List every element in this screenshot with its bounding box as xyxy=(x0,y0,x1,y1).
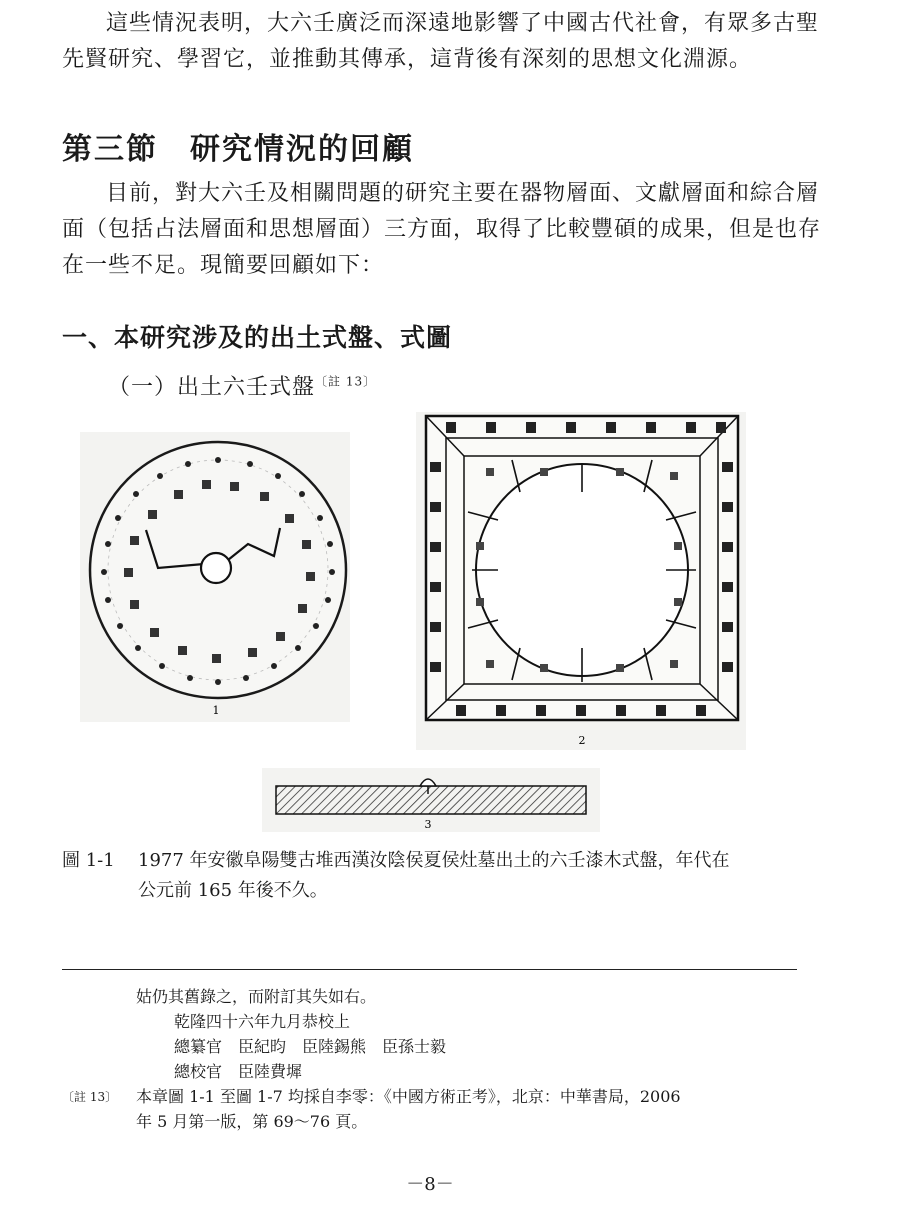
paragraph-1 xyxy=(62,6,852,78)
footnote-continuation-line-1: 姑仍其舊錄之，而附訂其失如右。 xyxy=(136,987,377,1006)
paragraph-1-line-2: 先賢研究、學習它，並推動其傳承，這背後有深刻的思想文化淵源。 xyxy=(62,47,753,72)
figure-cross-section xyxy=(262,768,600,832)
paragraph-2-line-2: 面（包括占法層面和思想層面）三方面，取得了比較豐碩的成果，但是也存 xyxy=(62,217,822,242)
paragraph-2 xyxy=(62,176,852,284)
footnote-reference: 〔註 13〕 xyxy=(315,374,377,389)
section-title: 第三節 研究情況的回顧 xyxy=(62,132,414,167)
footnote-13-line-2: 年 5 月第一版，第 69～76 頁。 xyxy=(136,1112,368,1131)
subsubsection-title xyxy=(108,370,376,401)
figure-label-1: 1 xyxy=(212,704,220,717)
caption-number: 圖 1-1 xyxy=(62,850,115,871)
paragraph-1-line-1: 這些情況表明，大六壬廣泛而深遠地影響了中國古代社會，有眾多古聖 xyxy=(106,11,820,36)
figure-plate-circular xyxy=(80,432,350,722)
footnote-13-marker: 〔註 13〕 xyxy=(62,1090,118,1104)
page-number: －8－ xyxy=(406,1174,454,1195)
figure-label-2: 2 xyxy=(578,734,586,747)
subsubsection-title-text: （一）出土六壬式盤 xyxy=(108,375,316,400)
caption-line-1: 1977 年安徽阜陽雙古堆西漢汝陰侯夏侯灶墓出土的六壬漆木式盤，年代在 xyxy=(138,850,730,871)
figure-plate-square xyxy=(416,412,746,750)
footnote-continuation-line-2: 乾隆四十六年九月恭校上 xyxy=(174,1012,351,1031)
subsection-title: 一、本研究涉及的出土式盤、式圖 xyxy=(62,323,453,352)
footnote-continuation-line-3: 總纂官 臣紀昀 臣陸錫熊 臣孫士毅 xyxy=(174,1037,447,1056)
footnote-continuation-line-4: 總校官 臣陸費墀 xyxy=(174,1062,303,1081)
footnote-divider xyxy=(62,969,797,970)
caption-line-2: 公元前 165 年後不久。 xyxy=(138,880,328,901)
paragraph-2-line-1: 目前，對大六壬及相關問題的研究主要在器物層面、文獻層面和綜合層 xyxy=(106,181,820,206)
footnote-13-line-1: 本章圖 1-1 至圖 1-7 均採自李零：《中國方術正考》，北京：中華書局，2006 xyxy=(136,1087,681,1106)
figure-label-3: 3 xyxy=(424,818,432,831)
paragraph-2-line-3: 在一些不足。現簡要回顧如下： xyxy=(62,253,385,278)
